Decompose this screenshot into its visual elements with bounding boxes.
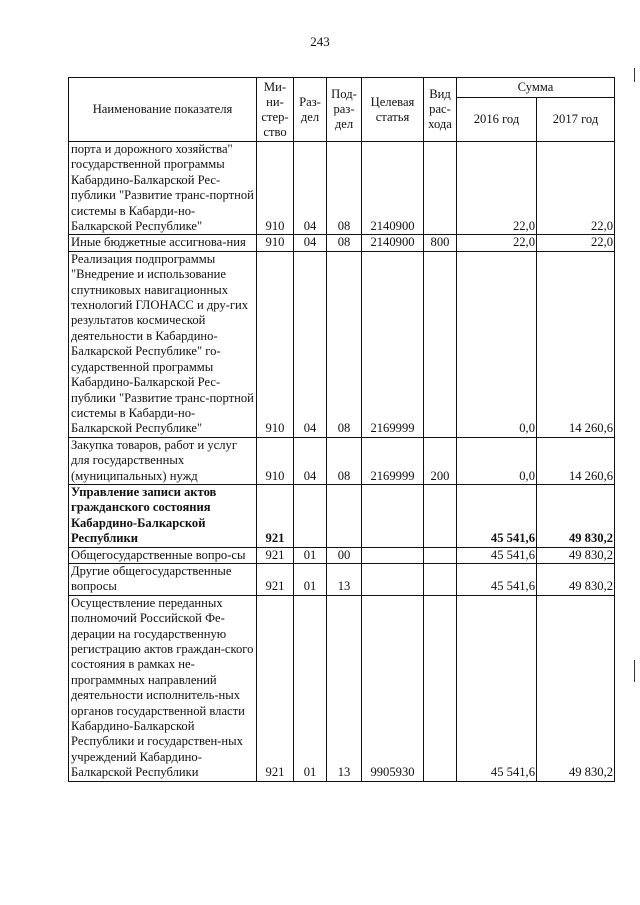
cell-section: 04: [294, 142, 327, 235]
cell-name: Другие общегосударственные вопросы: [69, 563, 257, 595]
page-number: 243: [310, 34, 330, 49]
header-subsection: Под-раз-дел: [327, 78, 362, 142]
cell-target: 2169999: [362, 251, 424, 437]
table-row: [69, 142, 615, 235]
cell-expense-type: [424, 142, 457, 235]
cell-section: 04: [294, 437, 327, 484]
cell-2016: 45 541,6: [457, 595, 537, 781]
cell-subsection: [327, 484, 362, 547]
cell-name: Закупка товаров, работ и услуг для государственных (муниципальных) нужд: [69, 437, 257, 484]
table-row: [69, 484, 615, 547]
cell-2016: 22,0: [457, 142, 537, 235]
cell-target: 9905930: [362, 595, 424, 781]
cell-2016: 45 541,6: [457, 563, 537, 595]
cell-ministry: 921: [257, 563, 294, 595]
cell-expense-type: [424, 547, 457, 563]
cell-ministry: 921: [257, 484, 294, 547]
cell-2017: 14 260,6: [537, 437, 615, 484]
header-sum: Сумма: [457, 78, 615, 98]
cell-ministry: 910: [257, 251, 294, 437]
cell-target: 2140900: [362, 235, 424, 251]
cell-subsection: 08: [327, 437, 362, 484]
cell-2016: 0,0: [457, 437, 537, 484]
cell-2017: 49 830,2: [537, 547, 615, 563]
cell-target: [362, 547, 424, 563]
cell-section: 01: [294, 595, 327, 781]
cell-section: 04: [294, 235, 327, 251]
cell-ministry: 910: [257, 437, 294, 484]
cell-2017: 49 830,2: [537, 563, 615, 595]
cell-expense-type: [424, 563, 457, 595]
cell-2017: 22,0: [537, 142, 615, 235]
cell-subsection: 08: [327, 235, 362, 251]
scan-edge-marks: [634, 60, 636, 660]
header-expense-type: Вид рас-хода: [424, 78, 457, 142]
cell-ministry: 910: [257, 235, 294, 251]
cell-2017: 49 830,2: [537, 484, 615, 547]
header-section: Раз-дел: [294, 78, 327, 142]
table-body: [69, 142, 615, 782]
cell-ministry: 910: [257, 142, 294, 235]
cell-2017: 49 830,2: [537, 595, 615, 781]
cell-ministry: 921: [257, 595, 294, 781]
table-row: [69, 595, 615, 781]
cell-expense-type: 800: [424, 235, 457, 251]
cell-subsection: 13: [327, 595, 362, 781]
cell-target: 2169999: [362, 437, 424, 484]
cell-ministry: 921: [257, 547, 294, 563]
cell-subsection: 00: [327, 547, 362, 563]
header-year-2017: 2017 год: [537, 98, 615, 142]
cell-section: 01: [294, 563, 327, 595]
cell-name: порта и дорожного хозяйства" государственной программы Кабардино-Балкарской Рес-публики "Развитие транс-портной системы в Кабарди-но-Балкарской Республике": [69, 142, 257, 235]
cell-expense-type: [424, 595, 457, 781]
cell-name: Осуществление переданных полномочий Российской Фе-дерации на государственную регистрацию актов граждан-ского состояния в рамках не-программных направлений деятельности исполнитель-ных органов государственной власти Кабардино-Балкарской Республики и государствен-ных учреждений Кабардино-Балкарской Республики: [69, 595, 257, 781]
cell-subsection: 08: [327, 251, 362, 437]
table-row: [69, 251, 615, 437]
budget-table: [68, 77, 615, 782]
cell-section: 04: [294, 251, 327, 437]
cell-2016: 45 541,6: [457, 484, 537, 547]
header-name: Наименование показателя: [69, 78, 257, 142]
cell-2016: 22,0: [457, 235, 537, 251]
cell-name: Управление записи актов гражданского состояния Кабардино-Балкарской Республики: [69, 484, 257, 547]
table-row: [69, 437, 615, 484]
header-target: Целевая статья: [362, 78, 424, 142]
cell-expense-type: [424, 251, 457, 437]
table-row: [69, 563, 615, 595]
header-year-2016: 2016 год: [457, 98, 537, 142]
cell-target: 2140900: [362, 142, 424, 235]
cell-target: [362, 563, 424, 595]
cell-2016: 45 541,6: [457, 547, 537, 563]
cell-name: Реализация подпрограммы "Внедрение и использование спутниковых навигационных технологий ГЛОНАСС и дру-гих результатов космической деятельности в Кабардино-Балкарской Республике" го-сударственной программы Кабардино-Балкарской Рес-публики "Развитие транс-портной системы в Кабарди-но-Балкарской Республике": [69, 251, 257, 437]
cell-subsection: 13: [327, 563, 362, 595]
table-row: [69, 547, 615, 563]
header-ministry: Ми-ни-стер-ство: [257, 78, 294, 142]
cell-target: [362, 484, 424, 547]
cell-section: 01: [294, 547, 327, 563]
cell-expense-type: [424, 484, 457, 547]
cell-section: [294, 484, 327, 547]
table-row: [69, 235, 615, 251]
cell-subsection: 08: [327, 142, 362, 235]
cell-name: Общегосударственные вопро-сы: [69, 547, 257, 563]
cell-2016: 0,0: [457, 251, 537, 437]
cell-2017: 22,0: [537, 235, 615, 251]
cell-expense-type: 200: [424, 437, 457, 484]
cell-name: Иные бюджетные ассигнова-ния: [69, 235, 257, 251]
cell-2017: 14 260,6: [537, 251, 615, 437]
